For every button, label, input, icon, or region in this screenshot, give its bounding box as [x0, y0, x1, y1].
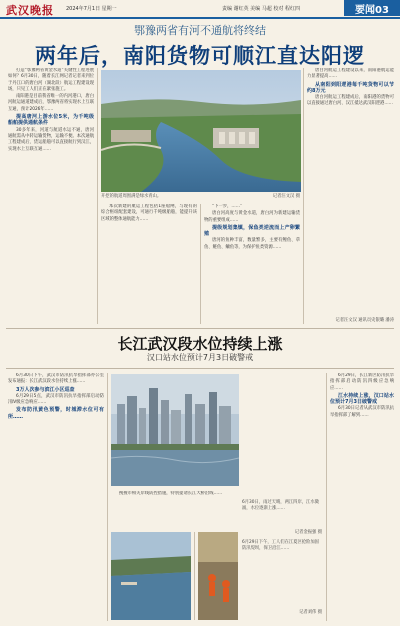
section-divider [6, 368, 394, 369]
story1-column-3 [204, 204, 300, 324]
paragraph: 30多年来，河道与航道水运不通，唐河通航需从中转运输货物，运输不便。本次通航工程建成后，货运船舶可以直接航行到汉江，实现水上互联互通…… [8, 127, 94, 152]
city-skyline-photo [111, 374, 239, 486]
column-divider [194, 532, 195, 620]
photo2-caption: 6月30日，雨过天晴，两江四岸，江水微涌，水位逐渐上涨…… [242, 500, 319, 511]
paragraph: 本次新建的航运工程包括1座船闸，与现有的综合枢纽配套建设，可通行千吨级船舶，能提升该区域的整体通航能力…… [101, 204, 197, 222]
section-label: 要闻03 [344, 0, 400, 16]
paragraph: “下一步，……” [212, 204, 243, 209]
story2-column-4 [330, 373, 394, 621]
paragraph: 搜搜市相关岸线防控措施，特别提请长江大桥沿线…… [119, 491, 223, 496]
story1-subhead-1: 提高唐河上游水位5米，为千吨级船舶提供通航条件 [8, 114, 94, 127]
editors-line: 责编 谢红英 美编 马超 校对 程红四 [222, 6, 300, 12]
masthead: 武汉晚报 [6, 4, 54, 17]
paragraph: 南阳港是目前我省唯一的内河港口，唐白河航运通道建成后，鄂豫两省将实现水上互联互通，预计2026年…… [8, 94, 94, 112]
paragraph: 唐白河高度与黄金水道，唐白河为新建运输货物的重要组成…… [204, 211, 300, 223]
workers-photo [198, 532, 238, 620]
column-divider [97, 68, 98, 324]
story1-column-2 [101, 204, 197, 324]
port-photo-caption: 开挖的航道周围满是绿水青山。 [101, 194, 162, 199]
photo2-credit: 记者金振强 摄 [294, 530, 322, 535]
story1-kicker: 鄂豫两省有河不通航将终结 [134, 24, 266, 37]
paragraph: 唐河的鱼种丰富，数量繁多，主要有鲤鱼、草鱼、鲢鱼、鳙鱼等，为保护鱼类资源…… [204, 238, 300, 250]
paragraph: 6月30日记者从武汉市防汛抗旱指挥部了解到…… [330, 406, 394, 418]
story2-subhead-2: 发布防汛黄色预警，时城滞水位可有所…… [8, 407, 104, 420]
paragraph: 唐白河航运工程建成后，南阳港的货物可以直接通过唐白河、汉江抵达武汉阳逻港…… [307, 95, 394, 107]
port-photo-credit: 记者汪文汉 摄 [272, 194, 300, 199]
column-divider [303, 68, 304, 324]
story1-column-1 [8, 68, 94, 324]
paragraph: 唐白河航运工程建设以来，南阳港航运能力显著提高…… [307, 68, 394, 80]
photo3-credit: 记者刘伟 摄 [299, 610, 322, 615]
story2-headline: 汉口站水位预计7月3日破警戒 [146, 353, 254, 362]
port-aerial-photo [101, 70, 301, 192]
story1-column-4 [307, 68, 394, 318]
story2-subhead-3: 江水持续上涨，汉口站水位预计7月3日破警戒 [330, 392, 394, 406]
page-header [0, 0, 400, 18]
column-divider [107, 373, 108, 621]
paragraph: 打造“鄂豫两省黄金水道”关键性工程进展如何？6月30日，随着长江网记者记者来到位于丹江口的唐白河（湖北段）航运工程建设现场，只见工人们正在紧张施工。 [8, 68, 94, 92]
paragraph: 6月30日下午，武汉市防汛抗旱指挥部办公室发布通报：长江武汉段水位持续上涨…… [8, 373, 104, 385]
riverbank-photo [111, 532, 191, 620]
column-divider [200, 204, 201, 324]
story2-kicker: 长江武汉段水位持续上涨 [117, 335, 283, 353]
story2-column-2 [111, 491, 239, 531]
section-divider [6, 328, 394, 329]
story1-headline: 两年后，南阳货物可顺江直达阳逻 [35, 43, 365, 68]
column-divider [326, 373, 327, 621]
story1-subhead-3: 从南阳到阳逻港每千吨货物可以节约8万元 [307, 81, 394, 94]
paragraph: 6月29日，长江新区防汛抗旱指挥部启动防汛四级应急响应…… [330, 373, 394, 391]
story2-subhead-1: 3万人次参与滨江小区巡查 [16, 386, 75, 393]
story2-column-1 [8, 373, 104, 621]
issue-date: 2024年7月1日 星期一 [66, 6, 117, 12]
header-rule [0, 17, 400, 19]
story1-byline: 记者汪文汉 通讯员史银璐 潘涛 [335, 318, 394, 323]
photo3-caption: 6月29日下午，工人们在江夏区抢险加固防汛堤坝，保卫沿江…… [242, 540, 319, 551]
paragraph: 6月29日5点，武汉市防汛抗旱指挥部启动防汛Ⅳ级应急响应…… [8, 393, 104, 406]
story1-subhead-2: 提级规划集镇，保鱼类逆流而上产卵繁殖 [204, 224, 300, 238]
